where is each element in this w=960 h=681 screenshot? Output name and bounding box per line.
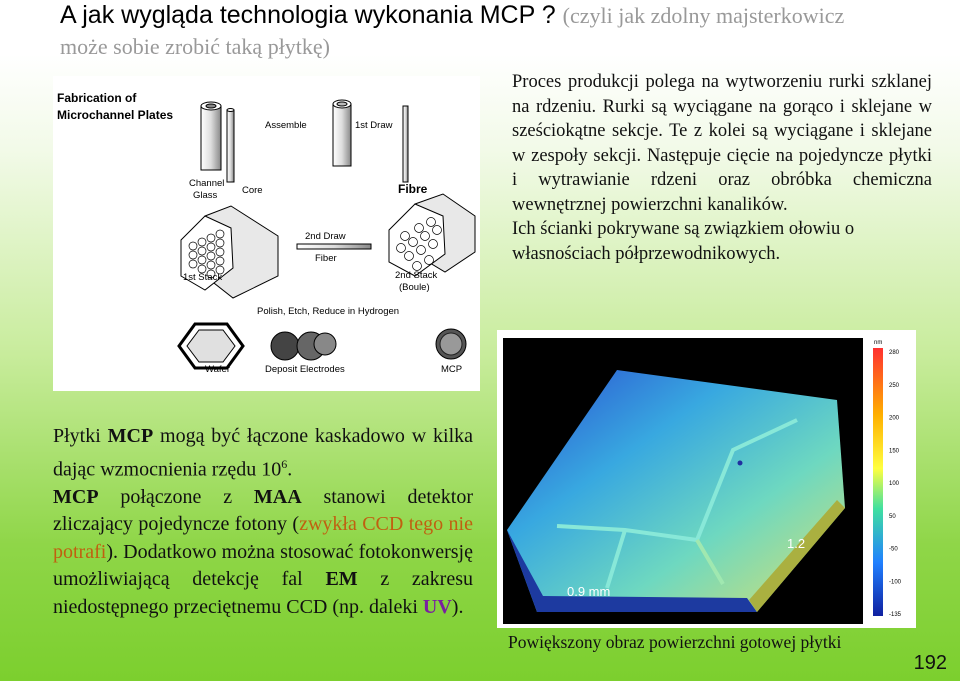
scale-tick-label: 100 bbox=[889, 481, 900, 487]
scale-tick-label: 50 bbox=[889, 513, 896, 520]
diagram-heading-2: Microchannel Plates bbox=[57, 108, 174, 122]
scale-tick-label: -50 bbox=[889, 546, 898, 553]
label-mcp: MCP bbox=[441, 364, 463, 375]
second-stack-icon bbox=[389, 194, 475, 276]
label-second-draw: 2nd Draw bbox=[305, 231, 346, 242]
photo-caption: Powiększony obraz powierzchni gotowej płytki bbox=[508, 632, 842, 652]
note-1-text-c: . bbox=[287, 458, 293, 481]
label-0-9mm: 0.9 mm bbox=[567, 584, 611, 599]
label-deposit: Deposit Electrodes bbox=[265, 364, 345, 375]
label-polish: Polish, Etch, Reduce in Hydrogen bbox=[257, 306, 400, 317]
label-first-stack: 1st Stack bbox=[183, 272, 223, 283]
diagram-heading-1: Fabrication of bbox=[57, 91, 137, 105]
slide-title bbox=[60, 0, 950, 62]
note-2-text-a: połączone z bbox=[98, 485, 254, 508]
scale-tick-label: -100 bbox=[889, 579, 902, 586]
note-2-orange-text: zwykła CCD tego nie potrafi bbox=[53, 513, 473, 563]
note-paragraph-1 bbox=[53, 423, 473, 484]
note-1-exponent: 6 bbox=[281, 456, 288, 471]
label-glass: Glass bbox=[193, 190, 218, 201]
label-boule: (Boule) bbox=[399, 282, 430, 293]
deposit-electrodes-icon bbox=[271, 332, 336, 360]
glass-tube-icon bbox=[201, 102, 221, 170]
note-2-em: EM bbox=[325, 568, 358, 591]
fibre-icon bbox=[403, 106, 408, 182]
note-1-mcp: MCP bbox=[107, 425, 154, 447]
scale-tick-label: 150 bbox=[889, 448, 900, 455]
note-2-text-c: ). Dodatkowo można stosować fotokonwersję umożliwiającą detekcję fal bbox=[53, 540, 473, 591]
core-rod-icon bbox=[227, 109, 234, 183]
note-2-text-e: ). bbox=[451, 595, 464, 618]
note-2-uv: UV bbox=[422, 595, 452, 618]
surface-image bbox=[497, 330, 916, 628]
label-assemble: Assemble bbox=[265, 120, 307, 131]
title-main: A jak wygląda technologia wykonania MCP ? bbox=[60, 1, 556, 29]
scale-tick-label: 250 bbox=[889, 382, 900, 389]
process-paragraph-1: Proces produkcji polega na wytworzeniu rurki szklanej na rdzeniu. Rurki są wyciągane na gorąco i sklejane w sześciokątne sekcje. Te z kolei są wyciągane i sklejane w zespoły sekcji. Następuje cięcie na pojedyncze płytki i wytrawianie rdzeni oraz obróbka chemiczna wewnętrznej powierzchni kanalików. bbox=[512, 72, 932, 215]
title-sub-line2: może sobie zrobić taką płytkę) bbox=[60, 34, 331, 59]
label-first-draw: 1st Draw bbox=[355, 120, 393, 131]
wafer-icon bbox=[179, 324, 243, 368]
process-description bbox=[512, 70, 932, 266]
note-2-maa: MAA bbox=[253, 485, 302, 508]
label-channel: Channel bbox=[189, 178, 225, 189]
label-1-2: 1.2 bbox=[787, 536, 806, 551]
mcp-disc-icon bbox=[436, 329, 466, 359]
second-draw-fiber-icon bbox=[297, 244, 371, 249]
process-paragraph-2: Ich ścianki pokrywane są związkiem ołowiu o własnościach półprzewodnikowych. bbox=[512, 219, 855, 264]
color-scale-bar bbox=[873, 348, 883, 616]
title-sub: (czyli jak zdolny majsterkowicz bbox=[562, 3, 845, 28]
note-1-text-a: Płytki bbox=[53, 425, 108, 447]
note-2-text-b: stanowi detektor zliczający pojedyncze fotony ( bbox=[53, 485, 473, 536]
label-fiber: Fiber bbox=[315, 253, 337, 264]
first-stack-icon bbox=[181, 206, 278, 298]
scale-tick-label: 280 bbox=[889, 350, 900, 356]
mcp-notes bbox=[53, 423, 473, 621]
note-paragraph-2 bbox=[53, 484, 473, 622]
page-number: 192 bbox=[913, 652, 947, 674]
note-2-mcp: MCP bbox=[53, 485, 99, 508]
scale-tick-label: 200 bbox=[889, 415, 900, 422]
color-scale-ticks bbox=[889, 350, 902, 618]
scale-unit: nm bbox=[874, 340, 883, 346]
assembled-rod-icon bbox=[333, 100, 351, 166]
scale-tick-label: -135 bbox=[889, 612, 902, 618]
label-second-stack: 2nd Stack bbox=[395, 270, 438, 281]
fabrication-diagram bbox=[53, 76, 480, 391]
note-1-text-b: mogą być łączone kaskadowo w kilka dając wzmocnienia rzędu 10 bbox=[53, 425, 473, 481]
label-core: Core bbox=[242, 185, 263, 196]
label-fibre: Fibre bbox=[398, 182, 428, 196]
label-wafer: Wafer bbox=[205, 364, 230, 375]
note-2-text-d: z zakresu niedostępnego przeciętnemu CCD (np. daleki bbox=[53, 568, 474, 618]
